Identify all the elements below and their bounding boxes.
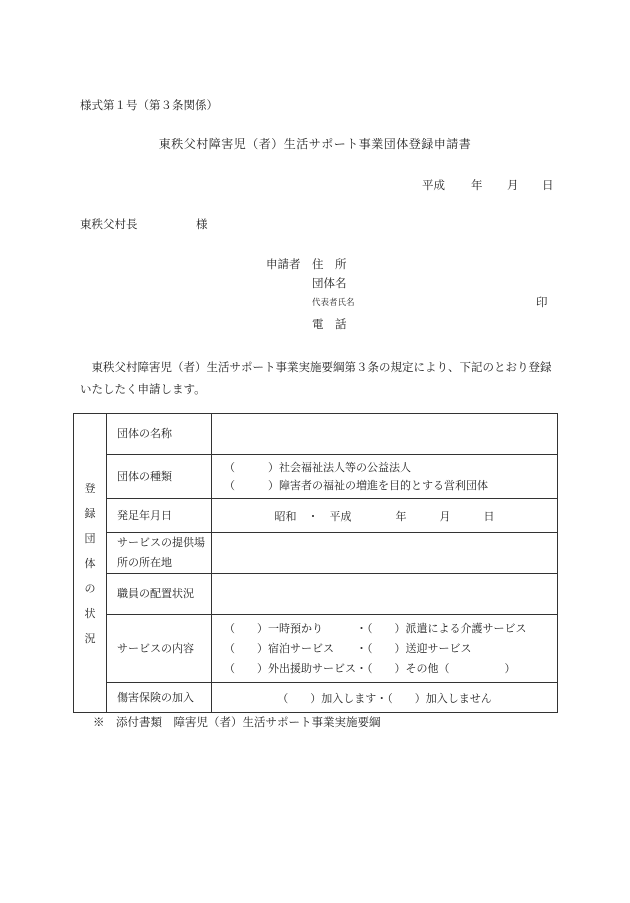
insurance-label: 傷害保険の加入 xyxy=(107,683,212,713)
org-type-option[interactable]: （ ）社会福祉法人等の公益法人 xyxy=(224,460,411,474)
seal-mark: 印 xyxy=(536,295,548,309)
staff-label: 職員の配置状況 xyxy=(107,574,212,615)
service-location-label: サービスの提供場所の所在地 xyxy=(107,533,212,574)
applicant-address-label: 住 所 xyxy=(312,257,347,271)
date-day: 日 xyxy=(542,178,554,192)
services-line[interactable]: （ ）外出援助サービス・（ ）その他（ ） xyxy=(224,661,516,675)
side-char: 登 xyxy=(84,481,96,495)
services-line[interactable]: （ ）一時預かり ・（ ）派遣による介護サービス xyxy=(224,621,527,635)
footer-attachments: ※ 添付書類 障害児（者）生活サポート事業実施要綱 xyxy=(93,715,381,729)
org-name-label: 団体の名称 xyxy=(107,414,212,455)
side-char: 団 xyxy=(84,531,96,545)
addressee-honorific: 様 xyxy=(196,217,208,231)
registration-table xyxy=(73,413,558,713)
staff-field[interactable] xyxy=(212,574,558,615)
org-type-label: 団体の種類 xyxy=(107,455,212,499)
form-number: 様式第１号（第３条関係） xyxy=(80,98,218,112)
date-year: 年 xyxy=(471,178,483,192)
org-name-field[interactable] xyxy=(212,414,558,455)
insurance-field[interactable]: （ ）加入します・（ ）加入しません xyxy=(212,683,558,713)
services-line[interactable]: （ ）宿泊サービス ・（ ）送迎サービス xyxy=(224,641,472,655)
side-char: 状 xyxy=(84,606,96,620)
date-month: 月 xyxy=(507,178,519,192)
founded-field[interactable]: 昭和 ・ 平成 年 月 日 xyxy=(212,499,558,533)
side-char: 況 xyxy=(84,631,96,645)
founded-label: 発足年月日 xyxy=(107,499,212,533)
date-era: 平成 xyxy=(422,178,445,192)
org-type-field[interactable] xyxy=(212,455,558,499)
org-type-option[interactable]: （ ）障害者の福祉の増進を目的とする営利団体 xyxy=(224,478,488,492)
applicant-label: 申請者 xyxy=(266,257,301,271)
side-label xyxy=(74,414,107,713)
applicant-representative-label: 代表者氏名 xyxy=(312,298,355,308)
services-field[interactable] xyxy=(212,615,558,683)
page-title: 東秩父村障害児（者）生活サポート事業団体登録申請書 xyxy=(158,137,472,151)
side-char: 録 xyxy=(84,506,96,520)
application-statement: 東秩父村障害児（者）生活サポート事業実施要綱第３条の規定により、下記のとおり登録いたしたく申請します。 xyxy=(80,360,552,396)
applicant-org-name-label: 団体名 xyxy=(312,276,347,290)
services-label: サービスの内容 xyxy=(107,615,212,683)
addressee-name: 東秩父村長 xyxy=(80,217,138,231)
side-char: の xyxy=(84,581,96,595)
service-location-field[interactable] xyxy=(212,533,558,574)
side-char: 体 xyxy=(84,556,96,570)
applicant-phone-label: 電 話 xyxy=(312,317,347,331)
